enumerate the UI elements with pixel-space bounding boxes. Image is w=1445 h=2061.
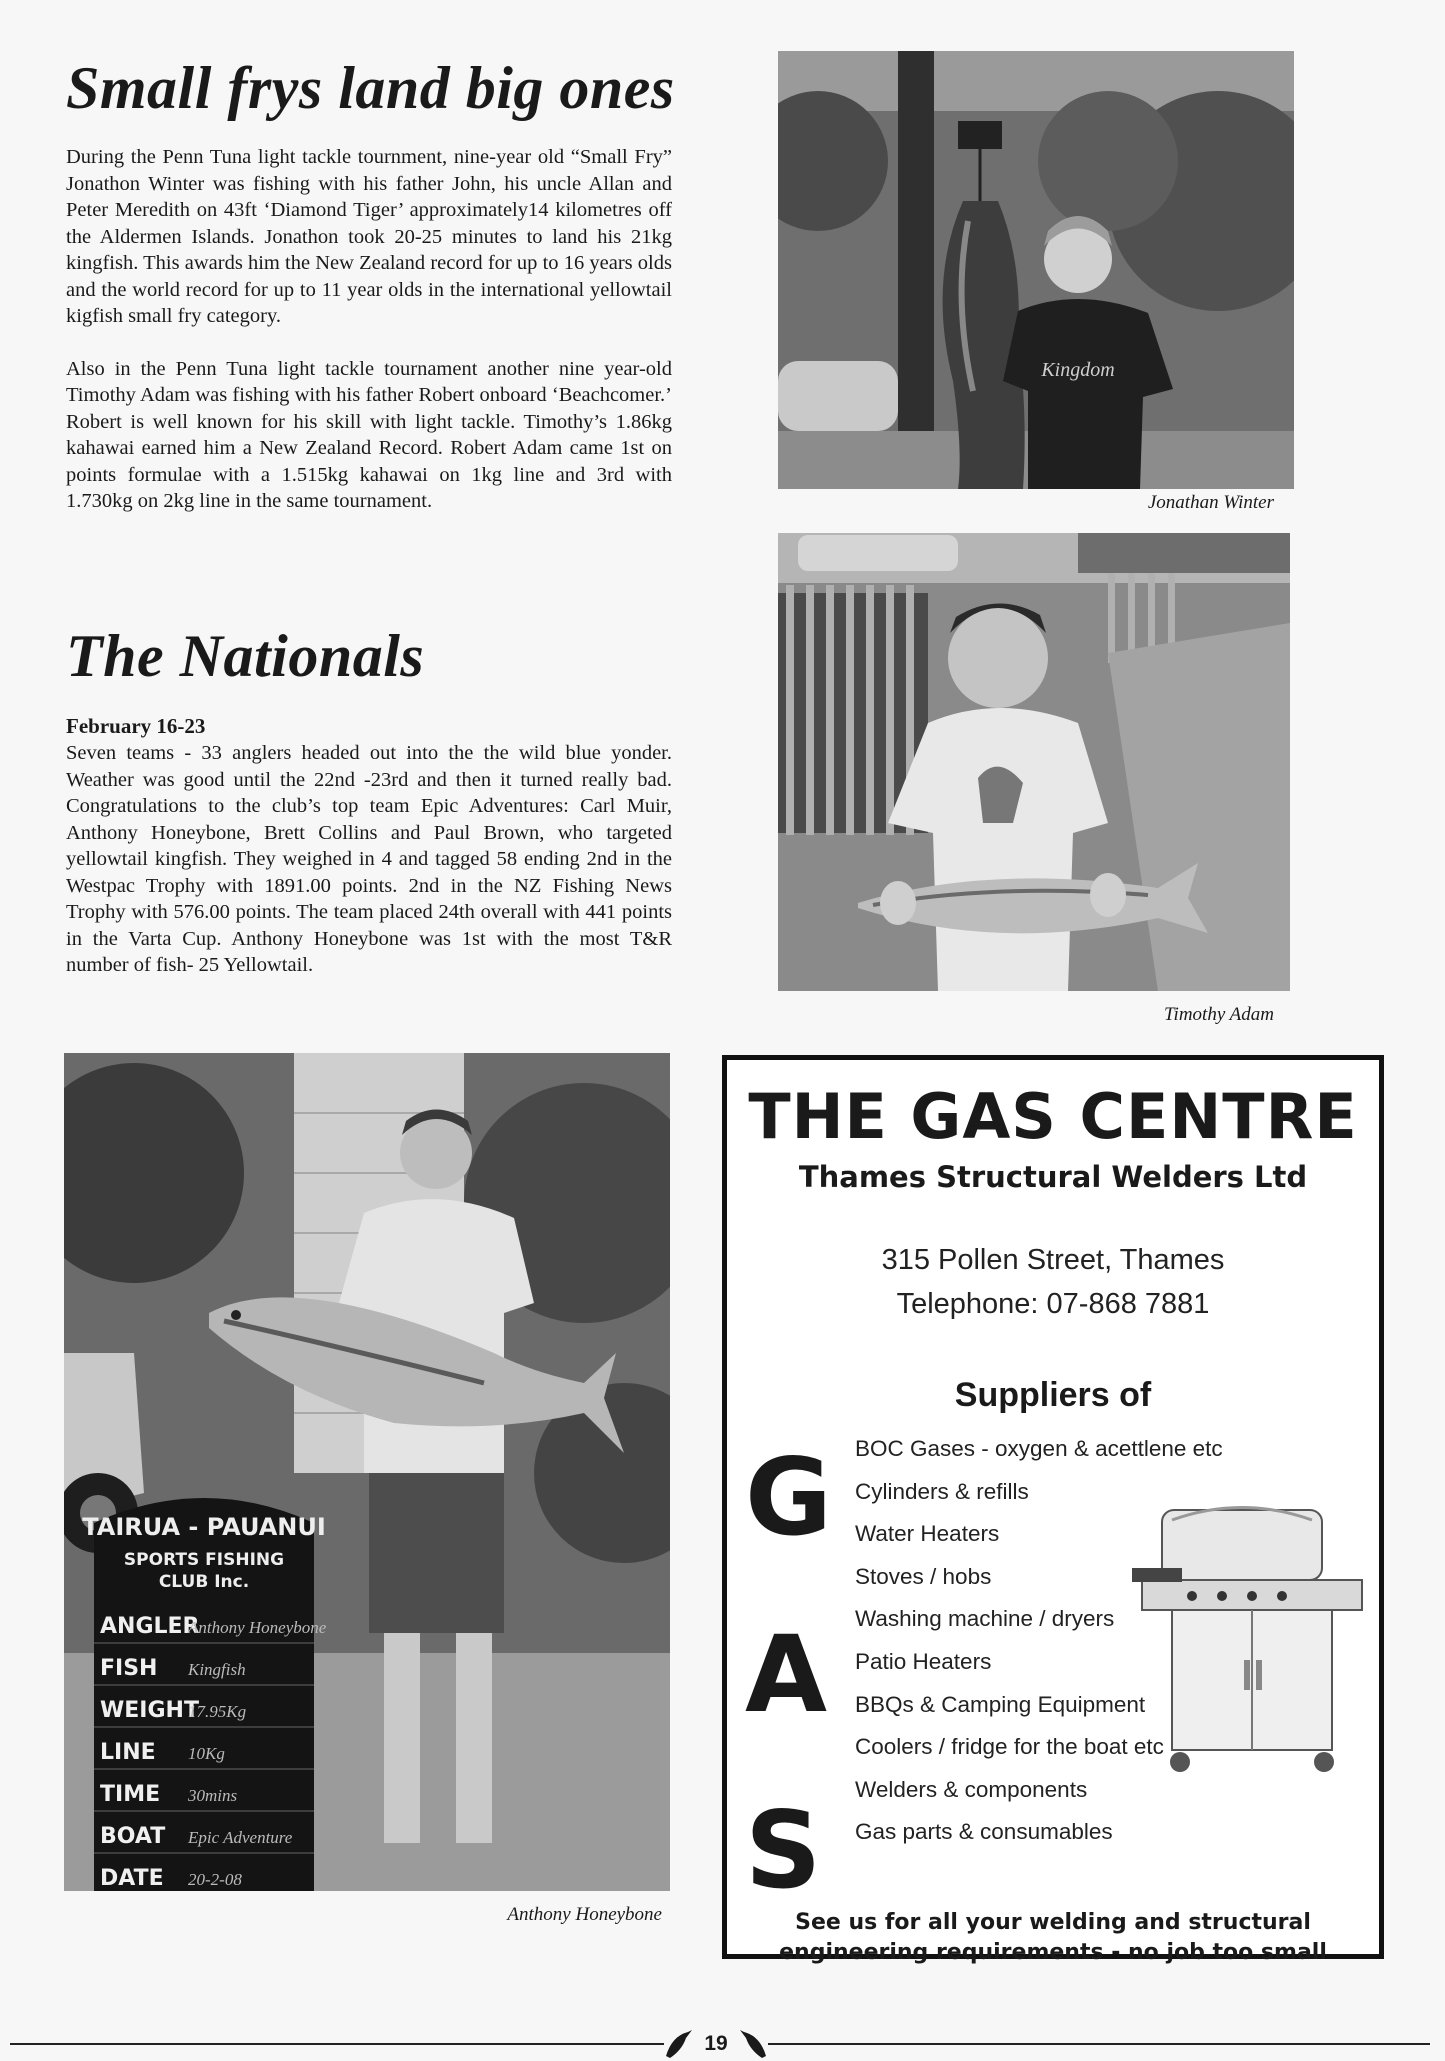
board-row-value: 10Kg [188, 1744, 225, 1763]
advert-subtitle: Thames Structural Welders Ltd [798, 1160, 1308, 1194]
board-club-line1: TAIRUA - PAUANUI [82, 1513, 326, 1541]
article1-paragraph-2: Also in the Penn Tuna light tackle tournament another nine year-old Timothy Adam was fishing with his father Robert onboard ‘Beachcomer.’ Robert is well known for his skill with light tackle. Timothy’s 1.86kg kahawai earned him a New Zealand Record. Robert Adam came 1st on points formulae with a 1.515kg kahawai on 1kg line and 3rd with 1.730kg on 2kg line in the same tournament. [66, 357, 672, 512]
list-item: Patio Heaters [855, 1648, 992, 1674]
advert-telephone: Telephone: 07-868 7881 [896, 1288, 1210, 1320]
article1-headline: Small frys land big ones [66, 55, 675, 121]
article1-body [66, 144, 672, 541]
list-item: Stoves / hobs [855, 1563, 992, 1589]
board-row-value: Epic Adventure [188, 1828, 293, 1847]
board-row-label: LINE [100, 1740, 156, 1765]
board-row-label: TIME [100, 1782, 161, 1807]
board-row-label: BOAT [100, 1824, 166, 1849]
board-row-value: 20-2-08 [188, 1870, 242, 1889]
advert-footer-line2: engineering requirements - no job too small [779, 1940, 1327, 1965]
list-item: Gas parts & consumables [855, 1819, 1113, 1845]
list-item: Cylinders & refills [855, 1478, 1029, 1504]
advert-letter-s: S [745, 1789, 822, 1912]
article2-body [66, 740, 672, 1005]
advert-suppliers-heading: Suppliers of [954, 1376, 1152, 1414]
gas-centre-advert [722, 1055, 1384, 1965]
advert-title: THE GAS CENTRE [748, 1080, 1358, 1153]
bbq-grill-icon [1132, 1500, 1372, 1800]
timothy-adam-caption: Timothy Adam [1164, 1004, 1274, 1025]
advert-contact [727, 1238, 1379, 1326]
timothy-adam-photo [778, 533, 1290, 991]
article2-date: February 16-23 [66, 714, 206, 738]
board-club-line2: SPORTS FISHING [123, 1550, 285, 1570]
footer-rule-right [768, 2043, 1430, 2045]
page-number: 19 [704, 2032, 728, 2055]
board-row-label: ANGLER [100, 1614, 200, 1639]
footer-rule-left [10, 2043, 664, 2045]
board-row-value: 17.95Kg [188, 1702, 247, 1721]
list-item: Water Heaters [855, 1521, 1000, 1547]
list-item: BOC Gases - oxygen & acettlene etc [855, 1436, 1223, 1461]
board-row-label: WEIGHT [100, 1698, 199, 1723]
marlin-right-icon [738, 2028, 768, 2060]
anthony-honeybone-photo [64, 1053, 670, 1891]
board-row-value: Kingfish [188, 1660, 246, 1679]
advert-footer [727, 1908, 1379, 1968]
board-club-line3: CLUB Inc. [158, 1572, 250, 1592]
list-item: Washing machine / dryers [855, 1606, 1115, 1632]
anthony-honeybone-caption: Anthony Honeybone [507, 1904, 662, 1925]
article2-paragraph: Seven teams - 33 anglers headed out into the the wild blue yonder. Weather was good until the 22nd -23rd and then it turned really bad. Congratulations to the club’s top team Epic Adventures: Carl Muir, Anthony Honeybone, Brett Collins and Paul Brown, who targeted yellowtail kingfish. They weighed in 4 and tagged 58 ending 2nd in the Westpac Trophy with 1891.00 points. 2nd in the NZ Fishing News Trophy with 576.00 points. The team placed 24th overall with 441 points in the Varta Cup. Anthony Honeybone was 1st with the most T&R number of fish- 25 Yellowtail. [66, 742, 672, 976]
list-item: Welders & components [855, 1776, 1088, 1802]
list-item: Coolers / fridge for the boat etc [855, 1734, 1164, 1760]
advert-letter-g: G [745, 1436, 833, 1559]
article2-headline: The Nationals [66, 623, 425, 689]
jonathan-winter-caption: Jonathan Winter [1147, 492, 1274, 513]
jonathan-winter-photo [778, 51, 1294, 489]
board-row-label: FISH [100, 1656, 158, 1681]
board-row-value: 30mins [188, 1786, 238, 1805]
list-item: BBQs & Camping Equipment [855, 1691, 1146, 1717]
advert-letter-a: A [745, 1613, 828, 1736]
advert-address: 315 Pollen Street, Thames [881, 1244, 1225, 1276]
article1-paragraph-1: During the Penn Tuna light tackle tournment, nine-year old “Small Fry” Jonathon Winter was fishing with his father John, his uncle Allan and Peter Meredith on 43ft ‘Diamond Tiger’ approximately14 kilometres off the Aldermen Islands. Jonathon took 20-25 minutes to land his 21kg kingfish. This awards him the New Zealand record for up to 16 years olds and the world record for up to 11 year olds in the international yellowtail kigfish small fry category. [66, 146, 672, 327]
jonathan-shirt-text: Kingdom [1041, 359, 1115, 381]
advert-footer-line1: See us for all your welding and structural [795, 1910, 1311, 1935]
board-row-label: DATE [100, 1866, 164, 1891]
board-row-value: Anthony Honeybone [188, 1618, 327, 1637]
